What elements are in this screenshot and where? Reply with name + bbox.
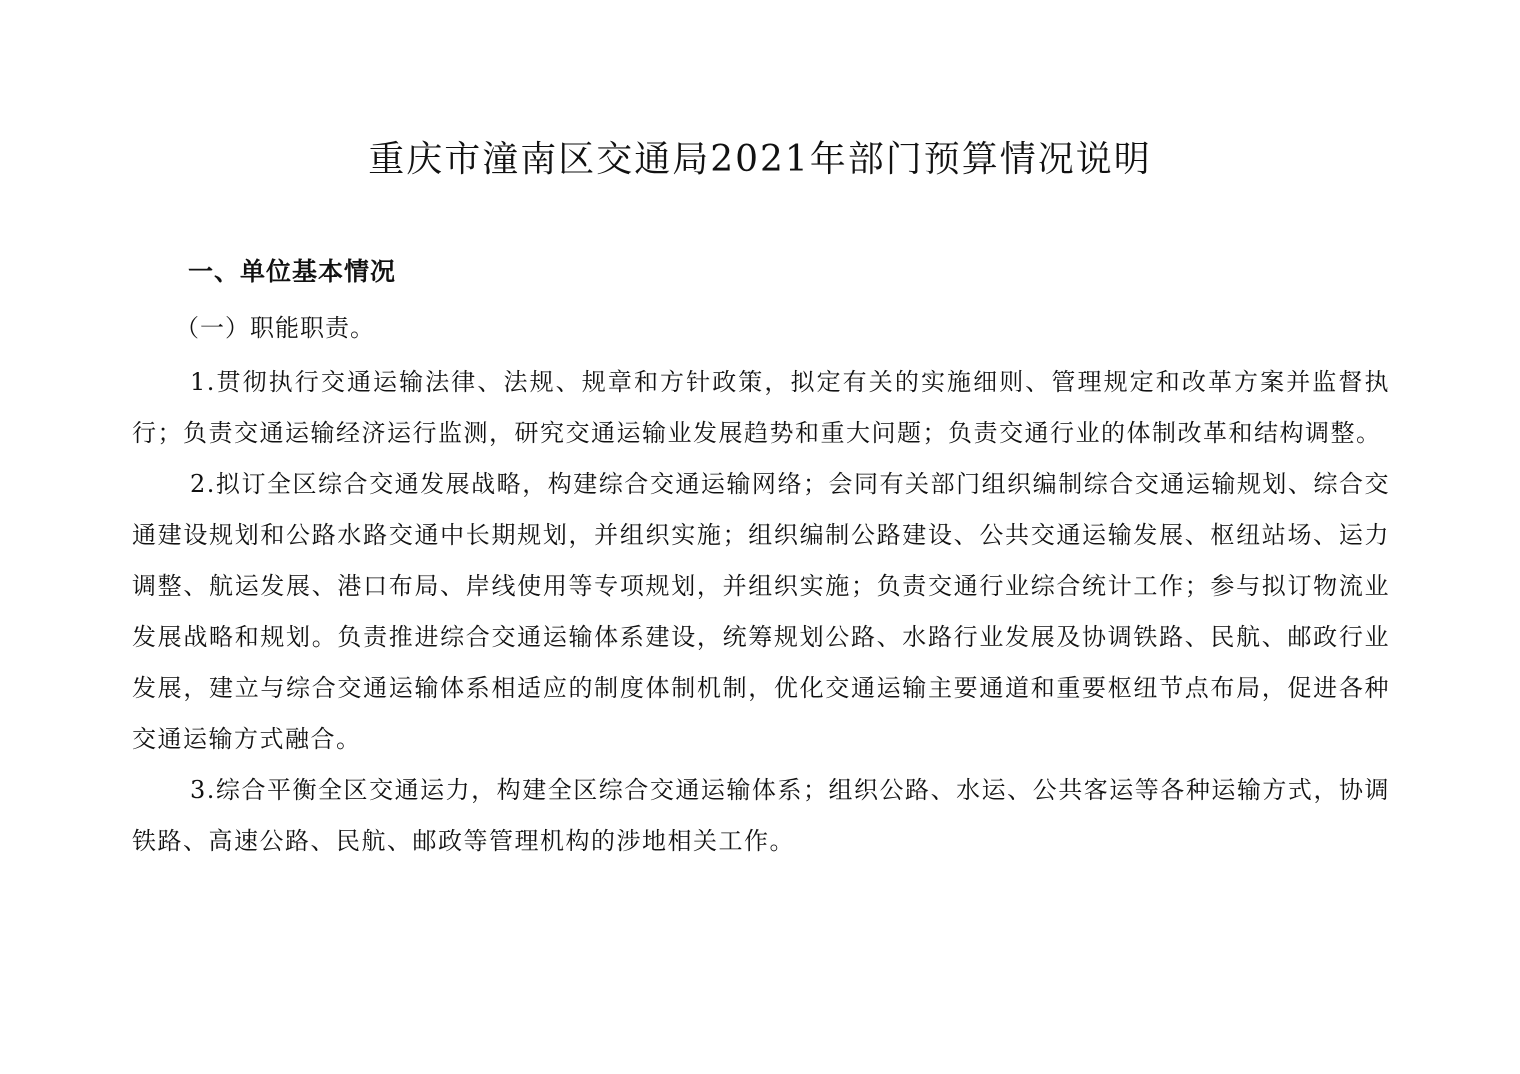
paragraph-1: 1.贯彻执行交通运输法律、法规、规章和方针政策，拟定有关的实施细则、管理规定和改革方案并监督执行；负责交通运输经济运行监测，研究交通运输业发展趋势和重大问题；负责交通行业的体制改革和结构调整。 <box>132 368 1390 447</box>
section-heading: 一、单位基本情况 <box>188 257 397 286</box>
paragraph-3: 3.综合平衡全区交通运力，构建全区综合交通运输体系；组织公路、水运、公共客运等各种运输方式，协调铁路、高速公路、民航、邮政等管理机构的涉地相关工作。 <box>132 776 1390 855</box>
body-text <box>132 357 1390 867</box>
subheading: （一）职能职责。 <box>175 314 375 342</box>
paragraph-2: 2.拟订全区综合交通发展战略，构建综合交通运输网络；会同有关部门组织编制综合交通运输规划、综合交通建设规划和公路水路交通中长期规划，并组织实施；组织编制公路建设、公共交通运输发展、枢纽站场、运力调整、航运发展、港口布局、岸线使用等专项规划，并组织实施；负责交通行业综合统计工作；参与拟订物流业发展战略和规划。负责推进综合交通运输体系建设，统筹规划公路、水路行业发展及协调铁路、民航、邮政行业发展，建立与综合交通运输体系相适应的制度体制机制，优化交通运输主要通道和重要枢纽节点布局，促进各种交通运输方式融合。 <box>132 470 1390 753</box>
document-title: 重庆市潼南区交通局2021年部门预算情况说明 <box>368 139 1152 180</box>
